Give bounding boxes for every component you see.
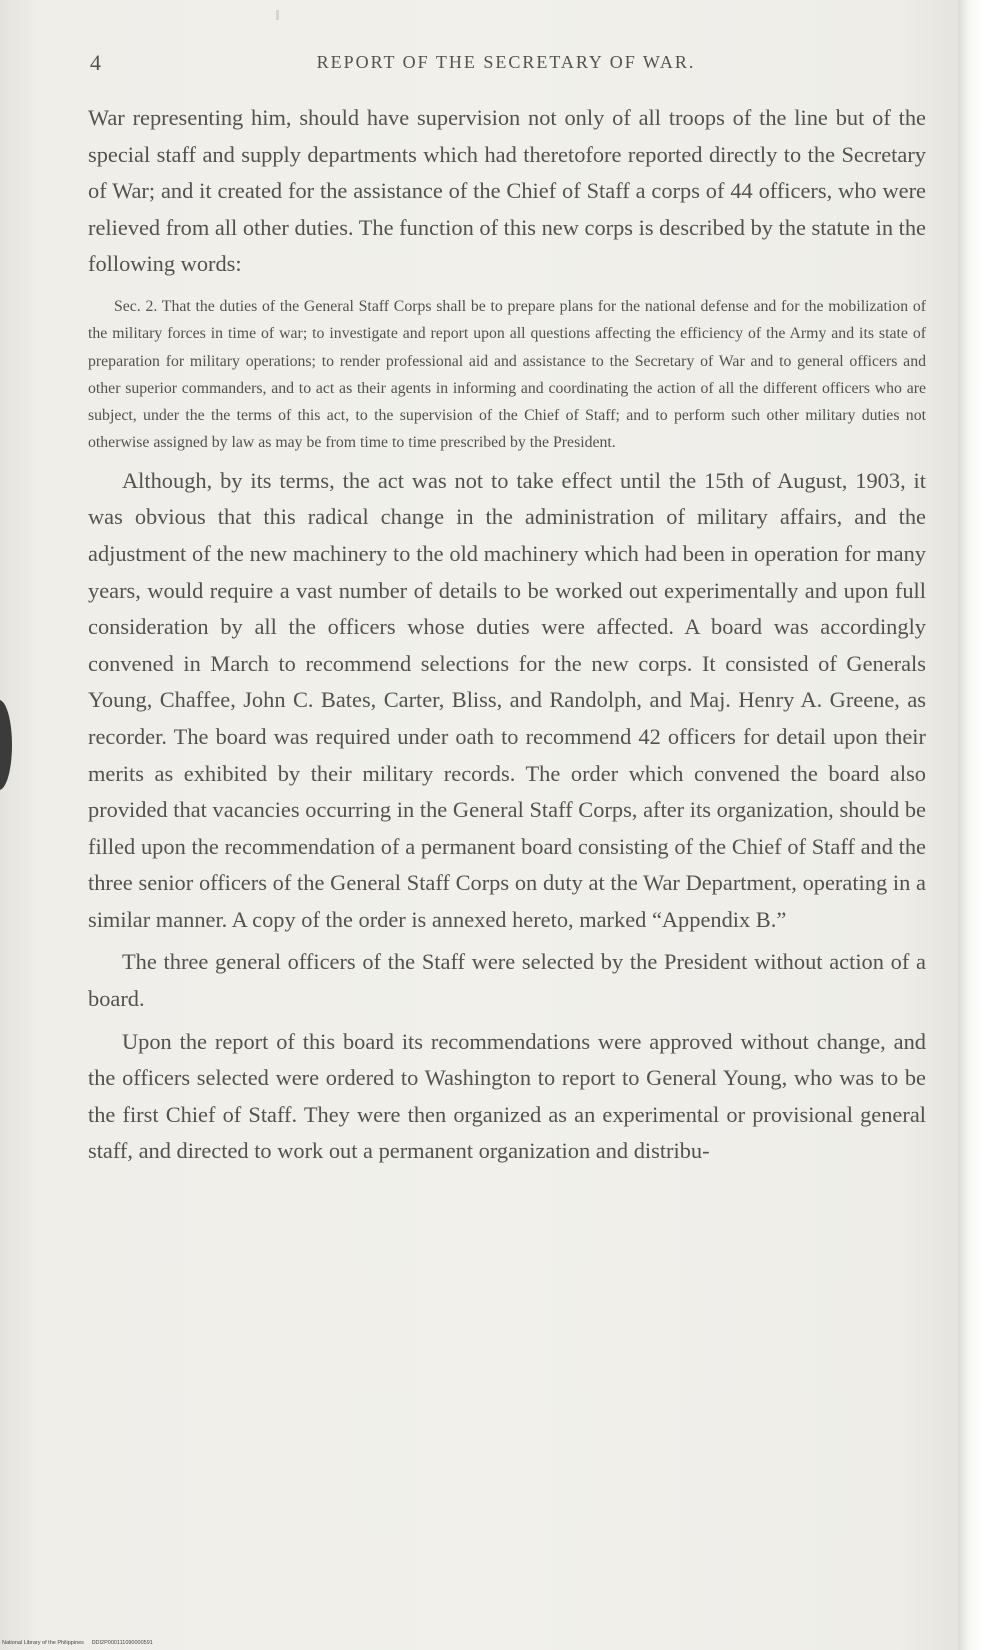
page-header [86,50,926,82]
footer-identifier: DDI2P000111090000591 [91,1640,153,1646]
paragraph-general-officers: The three general officers of the Staff were selected by the President without action of a board. [88,949,926,1012]
paragraph-report: Upon the report of this board its recommendations were approved without change, and the officers selected were ordered to Washington to report to General Young, who was to be the first Chief of Staff. They were then organized as an experimental or provisional general staff, and directed to work out a permanent organization and distribu- [88,1028,926,1164]
scan-footer [2,1640,153,1646]
page-body [88,100,926,1170]
scan-mark [276,10,279,20]
page-edge [958,0,984,1650]
statute-quote: Sec. 2. That the duties of the General Staff Corps shall be to prepare plans for the national defense and for the mobilization of the military forces in time of war; to investigate and report upon all questions affecting the efficiency of the Army and its state of preparation for military operations; to render professional aid and assistance to the Secretary of War and to general officers and other superior commanders, and to act as their agents in informing and coordinating the action of all the different officers who are subject, under the the terms of this act, to the supervision of the Chief of Staff; and to perform such other military duties not otherwise assigned by law as may be from time to time prescribed by the President. [88,297,926,452]
page-number: 4 [90,50,101,75]
paragraph-continuation: War representing him, should have supervision not only of all troops of the line but of the special staff and supply departments which had theretofore reported directly to the Secretary of War; and it created for the assistance of the Chief of Staff a corps of 44 officers, who were relieved from all other duties. The function of this new corps is described by the statute in the following words: [88,105,926,277]
paragraph-board: Although, by its terms, the act was not to take effect until the 15th of August, 1903, it was obvious that this radical change in the administration of military affairs, and the adjustment of the new machinery to the old machinery which had been in operation for many years, would require a vast number of details to be worked out experimentally and upon full consideration by all the officers whose duties were affected. A board was accordingly convened in March to recommend selections for the new corps. It consisted of Generals Young, Chaffee, John C. Bates, Carter, Bliss, and Randolph, and Maj. Henry A. Greene, as recorder. The board was required under oath to recommend 42 officers for detail upon their merits as exhibited by their military records. The order which convened the board also provided that vacancies occurring in the General Staff Corps, after its organization, should be filled upon the recommendation of a permanent board consisting of the Chief of Staff and the three senior officers of the General Staff Corps on duty at the War Department, operating in a similar manner. A copy of the order is annexed hereto, marked “Appendix B.” [88,467,926,932]
scan-thumb-shadow [0,700,12,790]
running-head: REPORT OF THE SECRETARY OF WAR. [316,52,696,72]
footer-library: National Library of the Philippines [2,1640,84,1646]
